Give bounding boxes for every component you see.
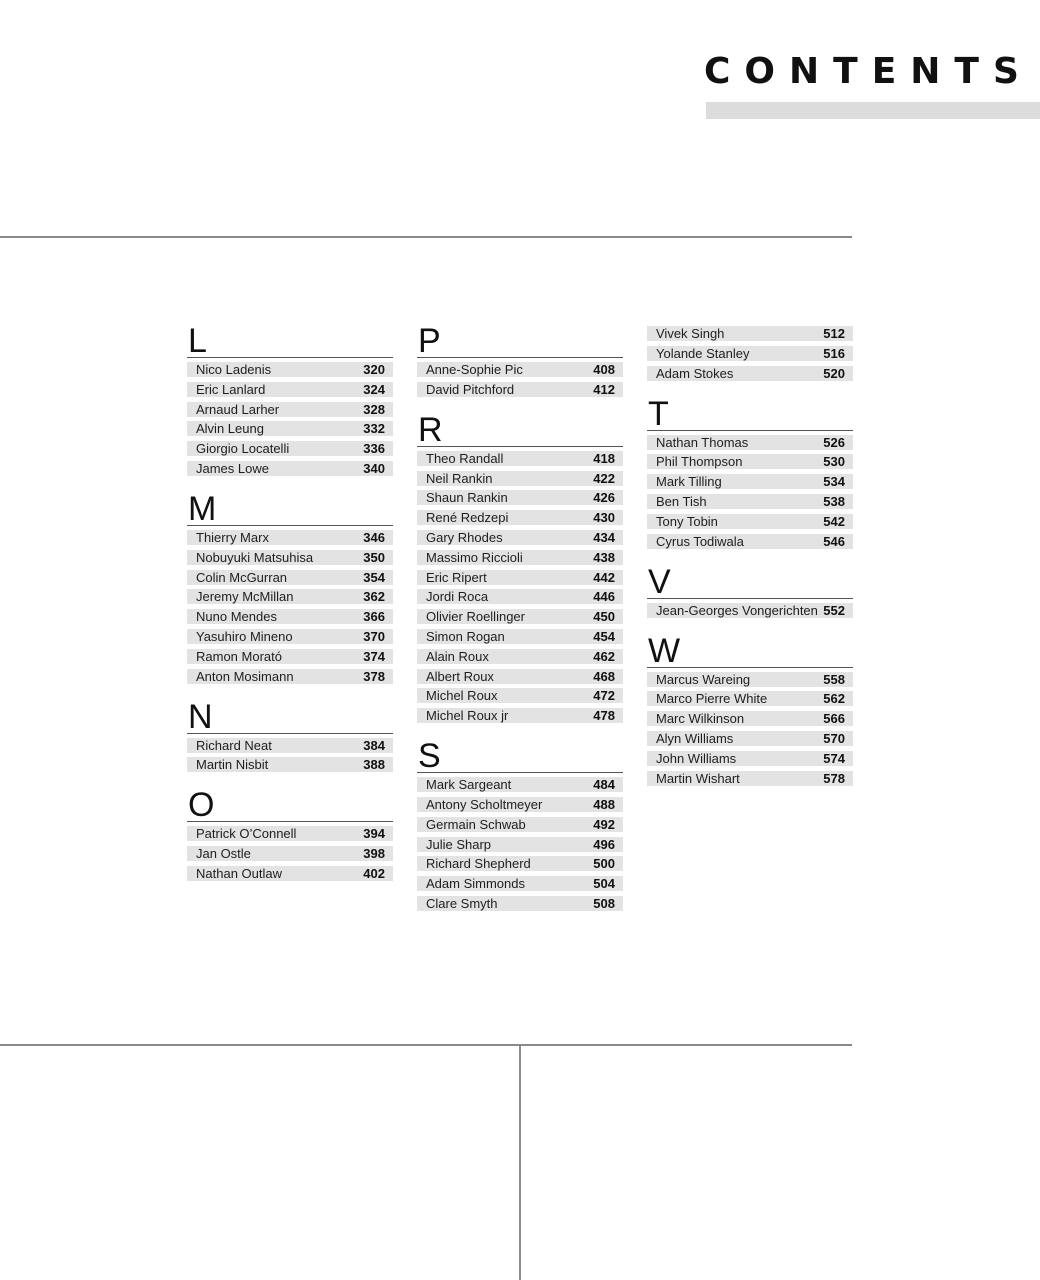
index-entry[interactable] — [417, 629, 623, 644]
index-entry[interactable] — [417, 797, 623, 812]
chef-name: Martin Wishart — [656, 770, 740, 786]
index-entry[interactable] — [417, 649, 623, 664]
index-entry[interactable] — [187, 669, 393, 684]
chef-name: Ramon Morató — [196, 648, 282, 664]
index-entry[interactable] — [417, 876, 623, 891]
chef-name: Ben Tish — [656, 493, 707, 509]
index-entry[interactable] — [187, 629, 393, 644]
page-number: 446 — [593, 589, 615, 605]
index-entry[interactable] — [187, 550, 393, 565]
chef-name: Neil Rankin — [426, 470, 493, 486]
page-number: 362 — [363, 589, 385, 605]
index-section — [647, 631, 853, 786]
page-number: 346 — [363, 529, 385, 545]
chef-name: Eric Lanlard — [196, 381, 266, 397]
top-divider — [0, 236, 852, 238]
index-section — [647, 394, 853, 549]
page-number: 552 — [823, 602, 845, 618]
page-number: 412 — [593, 381, 615, 397]
index-entry[interactable] — [187, 402, 393, 417]
index-entry[interactable] — [647, 346, 853, 361]
page-number: 374 — [363, 648, 385, 664]
index-entry[interactable] — [647, 691, 853, 706]
page-number: 418 — [593, 450, 615, 466]
chef-name: Yolande Stanley — [656, 345, 750, 361]
page-number: 438 — [593, 549, 615, 565]
page-number: 354 — [363, 569, 385, 585]
index-entry[interactable] — [417, 817, 623, 832]
index-entry[interactable] — [647, 534, 853, 549]
chef-name: Nathan Thomas — [656, 434, 749, 450]
index-entry[interactable] — [647, 474, 853, 489]
chef-name: Mark Tilling — [656, 474, 722, 490]
page-number: 398 — [363, 846, 385, 862]
chef-name: Michel Roux — [426, 688, 498, 704]
index-entry[interactable] — [647, 326, 853, 341]
chef-name: Nico Ladenis — [196, 362, 272, 377]
chef-name: Jean-Georges Vongerichten — [656, 602, 818, 618]
page-number: 542 — [823, 513, 845, 529]
chef-name: Patrick O’Connell — [196, 826, 297, 842]
chef-name: Giorgio Locatelli — [196, 441, 290, 457]
index-column-3 — [647, 326, 853, 804]
page-number: 562 — [823, 691, 845, 707]
index-section — [647, 326, 853, 381]
page-number: 530 — [823, 454, 845, 470]
index-column-2 — [417, 322, 623, 929]
page-number: 394 — [363, 826, 385, 842]
index-entry[interactable] — [417, 777, 623, 792]
page-number: 574 — [823, 750, 845, 766]
page-number: 472 — [593, 688, 615, 704]
index-entry[interactable] — [647, 751, 853, 766]
index-entry[interactable] — [417, 837, 623, 852]
index-entry[interactable] — [187, 649, 393, 664]
chef-name: John Williams — [656, 750, 737, 766]
page-number: 366 — [363, 609, 385, 625]
page-number: 500 — [593, 856, 615, 872]
chef-name: Theo Randall — [426, 450, 504, 466]
chef-name: Alain Roux — [426, 648, 489, 664]
page-number: 350 — [363, 549, 385, 565]
index-entry[interactable] — [187, 826, 393, 841]
section-letter: W — [647, 636, 853, 668]
index-entry[interactable] — [187, 846, 393, 861]
page-number: 324 — [363, 381, 385, 397]
chef-name: Cyrus Todiwala — [656, 533, 744, 549]
index-entry[interactable] — [647, 603, 853, 618]
page-number: 534 — [823, 474, 845, 490]
page-number: 408 — [593, 362, 615, 377]
page-number: 402 — [363, 865, 385, 881]
index-entry[interactable] — [187, 757, 393, 772]
page-number: 578 — [823, 770, 845, 786]
chef-name: Jeremy McMillan — [196, 589, 294, 605]
chef-name: Michel Roux jr — [426, 708, 509, 724]
index-entry[interactable] — [647, 672, 853, 687]
title-underline-bar — [706, 102, 1040, 119]
chef-name: Antony Scholtmeyer — [426, 796, 543, 812]
page-number: 492 — [593, 816, 615, 832]
section-letter: T — [647, 399, 853, 431]
chef-name: Marc Wilkinson — [656, 711, 745, 727]
chef-name: Marcus Wareing — [656, 671, 751, 687]
chef-name: Albert Roux — [426, 668, 494, 684]
page-number: 546 — [823, 533, 845, 549]
chef-name: Adam Stokes — [656, 365, 734, 381]
index-column-1 — [187, 322, 393, 899]
index-entry[interactable] — [187, 421, 393, 436]
index-entry[interactable] — [187, 609, 393, 624]
chef-name: David Pitchford — [426, 381, 515, 397]
vertical-divider — [519, 1045, 521, 1280]
index-entry[interactable] — [417, 490, 623, 505]
page-number: 488 — [593, 796, 615, 812]
chef-name: Vivek Singh — [656, 326, 725, 341]
page-number: 484 — [593, 777, 615, 793]
page-number: 370 — [363, 628, 385, 644]
page-title: CONTENTS — [704, 51, 1033, 92]
page-number: 570 — [823, 730, 845, 746]
index-section — [187, 697, 393, 773]
index-entry[interactable] — [187, 530, 393, 545]
chef-name: René Redzepi — [426, 510, 509, 526]
page-number: 450 — [593, 609, 615, 625]
page-number: 332 — [363, 421, 385, 437]
index-entry[interactable] — [417, 362, 623, 377]
page-number: 384 — [363, 737, 385, 753]
page-number: 504 — [593, 876, 615, 892]
page-number: 422 — [593, 470, 615, 486]
page-number: 434 — [593, 529, 615, 545]
chef-name: Tony Tobin — [656, 513, 718, 529]
chef-name: Jan Ostle — [196, 846, 251, 862]
index-entry[interactable] — [187, 362, 393, 377]
page-number: 496 — [593, 836, 615, 852]
section-letter: M — [187, 494, 393, 526]
index-entry[interactable] — [417, 510, 623, 525]
index-entry[interactable] — [417, 708, 623, 723]
section-letter: R — [417, 415, 623, 447]
chef-name: Eric Ripert — [426, 569, 487, 585]
index-entry[interactable] — [187, 461, 393, 476]
page-number: 388 — [363, 757, 385, 773]
index-entry[interactable] — [417, 669, 623, 684]
chef-name: Nobuyuki Matsuhisa — [196, 549, 314, 565]
index-entry[interactable] — [647, 731, 853, 746]
chef-name: Alvin Leung — [196, 421, 264, 437]
section-letter: L — [187, 326, 393, 358]
page-number: 320 — [363, 362, 385, 377]
section-letter: O — [187, 790, 393, 822]
page-number: 478 — [593, 708, 615, 724]
chef-name: Colin McGurran — [196, 569, 288, 585]
index-section — [647, 562, 853, 618]
page-number: 430 — [593, 510, 615, 526]
page-number: 336 — [363, 441, 385, 457]
page-number: 512 — [823, 326, 845, 341]
section-letter: N — [187, 702, 393, 734]
section-letter: V — [647, 567, 853, 599]
index-entry[interactable] — [647, 514, 853, 529]
index-entry[interactable] — [417, 471, 623, 486]
index-section — [417, 410, 623, 724]
index-entry[interactable] — [417, 688, 623, 703]
page-number: 538 — [823, 493, 845, 509]
index-section — [187, 786, 393, 881]
chef-name: Anton Mosimann — [196, 668, 294, 684]
index-entry[interactable] — [647, 454, 853, 469]
page-number: 508 — [593, 895, 615, 911]
chef-name: Clare Smyth — [426, 895, 498, 911]
index-entry[interactable] — [417, 856, 623, 871]
page-number: 442 — [593, 569, 615, 585]
index-entry[interactable] — [647, 771, 853, 786]
chef-name: Richard Shepherd — [426, 856, 531, 872]
section-letter: S — [417, 741, 623, 773]
chef-name: Simon Rogan — [426, 628, 505, 644]
index-entry[interactable] — [187, 589, 393, 604]
page-number: 520 — [823, 365, 845, 381]
page-number: 328 — [363, 401, 385, 417]
index-entry[interactable] — [647, 366, 853, 381]
index-section — [417, 737, 623, 911]
index-entry[interactable] — [417, 530, 623, 545]
chef-name: Julie Sharp — [426, 836, 492, 852]
bottom-divider — [0, 1044, 852, 1046]
chef-name: Alyn Williams — [656, 730, 734, 746]
index-entry[interactable] — [187, 866, 393, 881]
index-entry[interactable] — [187, 382, 393, 397]
index-entry[interactable] — [187, 738, 393, 753]
page-number: 558 — [823, 671, 845, 687]
chef-name: James Lowe — [196, 460, 269, 476]
page-number: 526 — [823, 434, 845, 450]
index-entry[interactable] — [417, 550, 623, 565]
page-number: 426 — [593, 490, 615, 506]
page-number: 516 — [823, 345, 845, 361]
page-number: 340 — [363, 460, 385, 476]
chef-name: Adam Simmonds — [426, 876, 525, 892]
chef-name: Gary Rhodes — [426, 529, 503, 545]
chef-name: Martin Nisbit — [196, 757, 269, 773]
chef-name: Yasuhiro Mineno — [196, 628, 293, 644]
index-section — [187, 489, 393, 684]
page-number: 468 — [593, 668, 615, 684]
chef-name: Jordi Roca — [426, 589, 489, 605]
chef-name: Anne-Sophie Pic — [426, 362, 523, 377]
chef-name: Massimo Riccioli — [426, 549, 523, 565]
page-number: 378 — [363, 668, 385, 684]
chef-name: Thierry Marx — [196, 529, 269, 545]
index-entry[interactable] — [187, 570, 393, 585]
chef-name: Nathan Outlaw — [196, 865, 282, 881]
index-entry[interactable] — [647, 494, 853, 509]
chef-name: Germain Schwab — [426, 816, 526, 832]
chef-name: Mark Sargeant — [426, 777, 512, 793]
index-entry[interactable] — [187, 441, 393, 456]
chef-name: Richard Neat — [196, 737, 272, 753]
chef-name: Phil Thompson — [656, 454, 743, 470]
index-entry[interactable] — [417, 589, 623, 604]
chef-name: Arnaud Larher — [196, 401, 280, 417]
index-entry[interactable] — [417, 382, 623, 397]
index-entry[interactable] — [647, 711, 853, 726]
chef-name: Shaun Rankin — [426, 490, 508, 506]
index-entry[interactable] — [417, 896, 623, 911]
chef-name: Olivier Roellinger — [426, 609, 525, 625]
page-number: 566 — [823, 711, 845, 727]
chef-name: Marco Pierre White — [656, 691, 768, 707]
chef-name: Nuno Mendes — [196, 609, 277, 625]
index-entry[interactable] — [417, 451, 623, 466]
index-section — [187, 322, 393, 476]
index-section — [417, 322, 623, 397]
index-entry[interactable] — [417, 609, 623, 624]
index-entry[interactable] — [647, 435, 853, 450]
page-number: 454 — [593, 628, 615, 644]
index-entry[interactable] — [417, 570, 623, 585]
page-number: 462 — [593, 648, 615, 664]
section-letter: P — [417, 326, 623, 358]
